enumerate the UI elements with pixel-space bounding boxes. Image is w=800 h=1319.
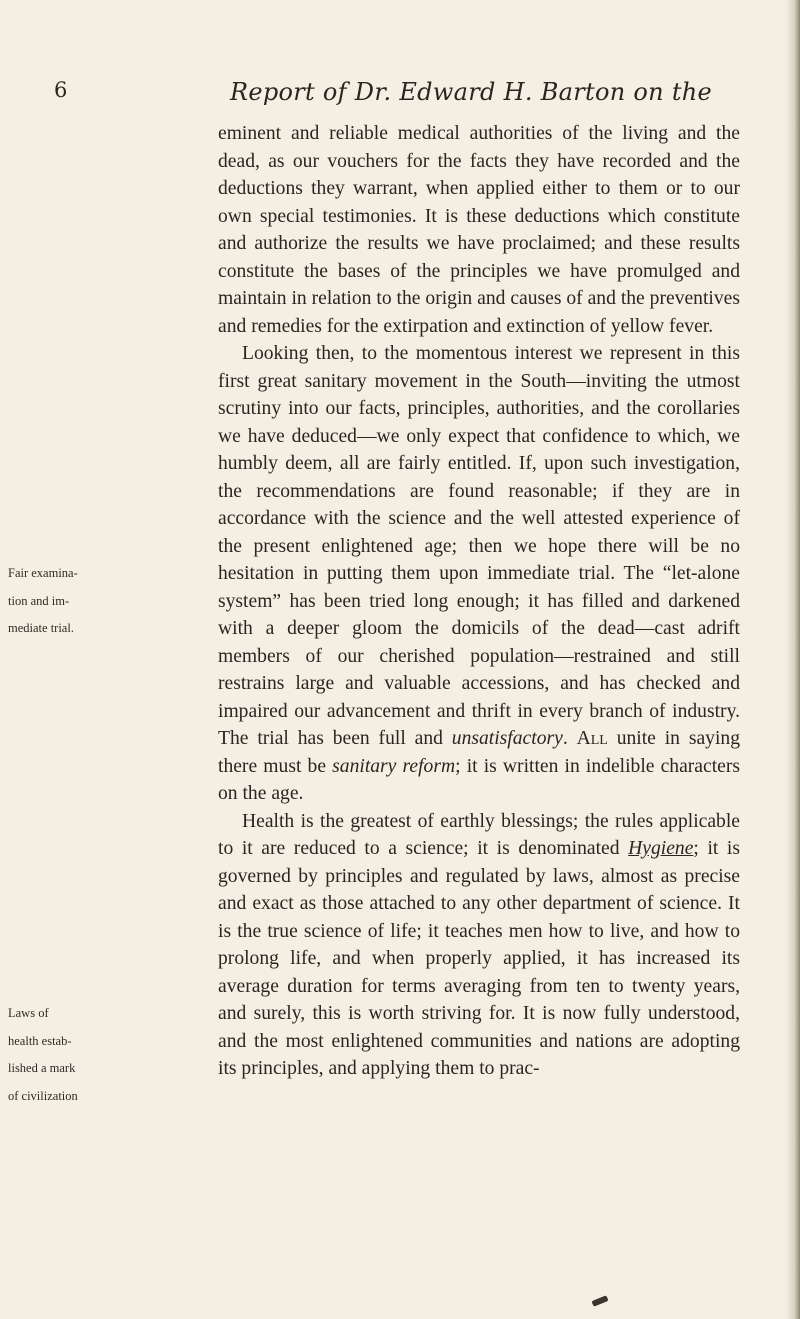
- ink-mark: [591, 1295, 608, 1307]
- paragraph-2-text: Looking then, to the momentous interest we represent in this first great sanitary movement in the South—inviting the utmost scrutiny into our facts, principles, authorities, and the corollaries we have deduced—we only expect that confidence to which, we humbly deem, all are fairly entitled. If, upon such investigation, the recommendations are found reasonable; if they are in accordance with the science and the well attested experience of the present enlightened age; then we hope there will be no hesitation in putting them upon immediate trial. The “let-alone system” has been tried long enough; it has filled and darkened with a deeper gloom the domicils of the dead—cast adrift members of our cherished population—restrained and still restrains large and valuable accessions, and has checked and impaired our advancement and thrift in every branch of industry. The trial has been full and: [218, 343, 740, 749]
- paragraph-3-text-b: ; it is governed by principles and regulated by laws, almost as precise and exact as those attached to any other department of science. It is the true science of life; it teaches men how to live, and how to prolong life, and when properly applied, it has increased its average duration for terms averaging from ten to twenty years, and surely, this is worth striving for. It is now fully understood, and the most enlightened communities and nations are adopting its principles, and applying them to prac-: [218, 838, 740, 1079]
- page-number: 6: [54, 78, 68, 102]
- running-title: Report of Dr. Edward H. Barton on the: [230, 78, 713, 106]
- paragraph-2-text-c: unite in saying there must be: [218, 728, 740, 777]
- margin-note-line: health estab-: [8, 1033, 72, 1048]
- margin-note-line: Laws of: [8, 1006, 49, 1020]
- word-unsatisfactory: unsatisfactory: [451, 728, 563, 749]
- page-edge-shadow: [786, 0, 800, 1319]
- margin-note-line: Fair examina-: [8, 566, 78, 580]
- paragraph-3: [218, 808, 740, 1083]
- paragraph-2: [218, 340, 740, 808]
- paragraph-2-text-d: ; it is written in indelible characters on the age.: [218, 755, 740, 804]
- margin-note-line: mediate trial.: [8, 621, 74, 635]
- margin-note-line: tion and im-: [8, 593, 70, 608]
- paragraph-3-text: Health is the greatest of earthly blessings; the rules applicable to it are reduced to a science; it is denominated: [218, 810, 740, 859]
- margin-note-laws-of-health: [8, 1000, 216, 1110]
- page-header: [54, 64, 754, 104]
- word-all: All: [576, 728, 608, 749]
- margin-note-fair-examination: [8, 560, 216, 643]
- margin-note-line: lished a mark: [8, 1061, 76, 1075]
- paragraph-2-text-b: .: [562, 728, 577, 749]
- body-text: [218, 120, 740, 1083]
- phrase-sanitary-reform: sanitary reform: [332, 755, 456, 777]
- paragraph-1: eminent and reliable medical authorities of the living and the dead, as our vouchers for the facts they have recorded and the deductions they warrant, when applied either to them or to our own special testimonies. It is these deductions which constitute and authorize the results we have proclaimed; and these results constitute the bases of the principles we have promulged and maintain in relation to the origin and causes of and the preventives and remedies for the extirpation and extinction of yellow fever.: [218, 123, 740, 337]
- word-hygiene: Hygiene: [628, 838, 694, 859]
- margin-note-line: of civilization: [8, 1088, 78, 1103]
